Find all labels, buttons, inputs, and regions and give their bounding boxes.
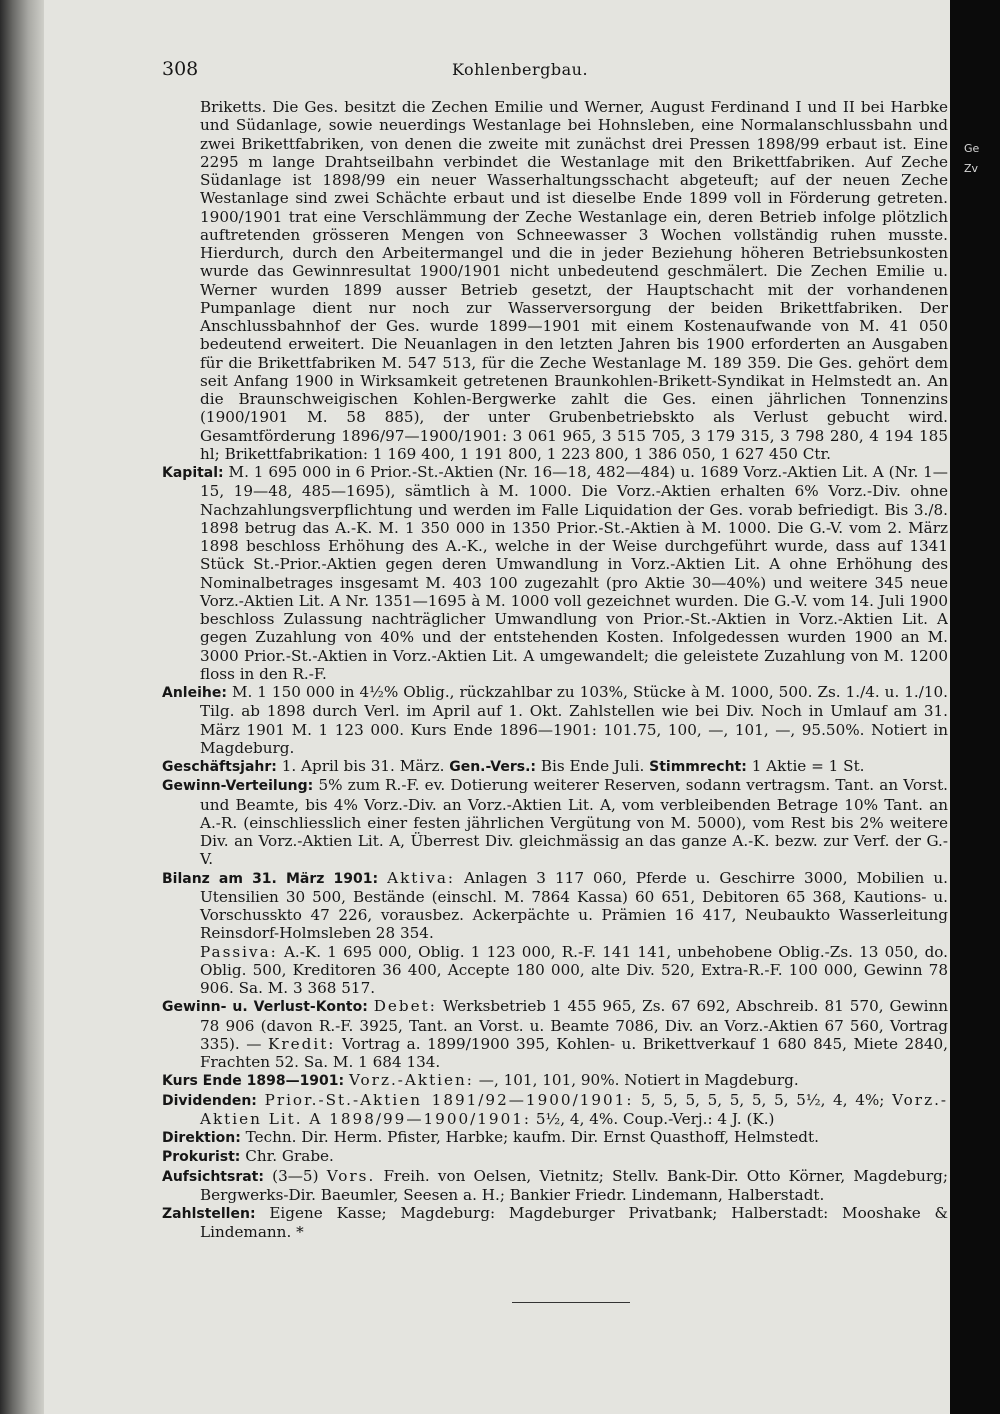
facing-page-fragment: Ge [964,142,980,155]
continuation-paragraph: Briketts. Die Ges. besitzt die Zechen Emilie und Werner, August Ferdinand I und II bei Harbke und Südanlage, sowie neuerdings Westanlage bei Hohnsleben, eine Normalanschlussbahn und zwei Brikettfabriken, von denen die zweite mit zunächst drei Pressen 1898/99 erbaut ist. Eine 2295 m lange Drahtseilbahn verbindet die Westanlage mit den Brikettfabriken. Auf Zeche Südanlage ist 1898/99 ein neuer Wasserhaltungsschacht abgeteuft; auf der neuen Zeche Westanlage sind zwei Schächte erbaut und ist dieselbe Ende 1899 voll in Förderung getreten. 1900/1901 trat eine Verschlämmung der Zeche Westanlage ein, deren Betrieb infolge plötzlich auftretenden grösseren Mengen von Schneewasser 3 Wochen vollständig ruhen musste. Hierdurch, durch den Arbeitermangel und die in jeder Beziehung höheren Betriebsunkosten wurde das Gewinnresultat 1900/1901 nicht unbedeutend geschmälert. Die Zechen Emilie u. Werner wurden 1899 ausser Betrieb gesetzt, der Hauptschacht mit der vorhandenen Pumpanlage dient nur noch zur Wasserversorgung der beiden Brikettfabriken. Der Anschlussbahnhof der Ges. wurde 1899—1901 mit einem Kostenaufwande von M. 41 050 bedeutend erweitert. Die Neuanlagen in den letzten Jahren bis 1900 erforderten an Ausgaben für die Brikettfabriken M. 547 513, für die Zeche Westanlage M. 189 359. Die Ges. gehört dem seit Anfang 1900 in Wirksamkeit getretenen Braunkohlen-Brikett-Syndikat in Helmstedt an. An die Braunschweigischen Kohlen-Bergwerke zahlt die Ges. einen jährlichen Tonnenzins (1900/1901 M. 58 885), der unter Grubenbetriebskto als Verlust gebucht wird. Gesamtförderung 1896/97—1900/1901: 3 061 965, 3 515 705, 3 179 315, 3 798 280, 4 194 185 hl; Brikettfabrikation: 1 169 400, 1 191 800, 1 223 800, 1 386 050, 1 627 450 Ctr. [200,98,948,463]
anleihe-label: Anleihe: [162,685,227,701]
aufsichtsrat-prefix: (3—5) [272,1166,319,1185]
kredit-label: Kredit: [268,1034,336,1053]
kurs-prefix: Vorz.-Aktien: [348,1071,474,1090]
facing-page-fragment: Zv [964,162,979,175]
gewinn-verteilung-label: Gewinn-Verteilung: [162,778,314,795]
passiva-label: Passiva: [200,942,278,961]
aufsichtsrat-vors: Vors. [326,1166,376,1185]
debet-text: Werksbetrieb 1 455 965, Zs. 67 692, Abschreib. 81 570, Gewinn 78 906 (davon R.-F. 3925, Tant. an Vorst. u. Beamte 7086, Div. an Vorz.-Aktien 67 560, Vortrag 335). — [200,997,948,1053]
stimmrecht-text: 1 Aktie = 1 St. [751,757,865,775]
zahlstellen-entry [162,1204,948,1242]
gewinn-verteilung-text: 5% zum R.-F. ev. Dotierung weiterer Reserven, sodann vertragsm. Tant. an Vorst. und Beamte, bis 4% Vorz.-Div. an Vorz.-Aktien Lit. A, vom verbleibenden Betrage 10% Tant. an A.-R. (einschliesslich einer festen jährlichen Vergütung von M. 5000), vom Rest bis 2% weitere Div. an Vorz.-Aktien Lit. A, Überrest Div. gleichmässig an das ganze A.-K. bezw. zur Verf. der G.-V. [200,776,948,869]
geschaeftsjahr-text: 1. April bis 31. März. [281,757,445,775]
page-body [162,98,948,1242]
dividenden-label: Dividenden: [162,1092,257,1109]
aufsichtsrat-entry [162,1167,948,1205]
stimmrecht-label: Stimmrecht: [649,759,747,775]
prokurist-entry [162,1147,948,1166]
kapital-entry [162,463,948,683]
aufsichtsrat-text: Freih. von Oelsen, Vietnitz; Stellv. Bank-Dir. Otto Körner, Magdeburg; Bergwerks-Dir. Baeumler, Seesen a. H.; Bankier Friedr. Lindemann, Halberstadt. [200,1166,948,1204]
anleihe-text: M. 1 150 000 in 4½% Oblig., rückzahlbar zu 103%, Stücke à M. 1000, 500. Zs. 1./4. u. 1./10. Tilg. ab 1898 durch Verl. im April auf 1. Okt. Zahlstellen wie bei Div. Noch in Umlauf am 31. März 1901 M. 1 123 000. Kurs Ende 1896—1901: 101.75, 100, —, 101, —, 95.50%. Notiert in Magdeburg. [200,683,948,757]
kurs-entry [162,1071,948,1090]
kapital-text: M. 1 695 000 in 6 Prior.-St.-Aktien (Nr. 16—18, 482—484) u. 1689 Vorz.-Aktien Lit. A (Nr. 1—15, 19—48, 485—1695), sämtlich à M. 1000. Die Vorz.-Aktien erhalten 6% Vorz.-Div. ohne Nachzahlungsverpflichtung und werden im Falle Liquidation der Ges. vorab befriedigt. Bis 3./8. 1898 betrug das A.-K. M. 1 350 000 in 1350 Prior.-St.-Aktien à M. 1000. Die G.-V. vom 2. März 1898 beschloss Erhöhung des A.-K., welche in der Weise durchgeführt wurde, dass auf 1341 Stück St.-Prior.-Aktien gegen deren Umwandlung in Vorz.-Aktien Lit. A ohne Erhöhung des Nominalbetrages insgesamt M. 403 100 zugezahlt (pro Aktie 30—40%) und weitere 345 neue Vorz.-Aktien Lit. A Nr. 1351—1695 à M. 1000 voll gezeichnet wurden. Die G.-V. vom 14. Juli 1900 beschloss Zulassung nachträglicher Umwandlung von Prior.-St.-Aktien in Vorz.-Aktien Lit. A gegen Zuzahlung von 40% und der entstehenden Kosten. Infolgedessen wurden 1900 an M. 3000 Prior.-St.-Aktien in Vorz.-Aktien Lit. A umgewandelt; die geleistete Zuzahlung von M. 1200 floss in den R.-F. [200,463,948,683]
facing-page-edge [950,0,1000,1414]
dividenden-text: 5, 5, 5, 5, 5, 5, 5, 5½, 4, 4%; [641,1090,885,1109]
passiva-entry [162,943,948,998]
gen-vers-text: Bis Ende Juli. [540,757,645,775]
gen-vers-label: Gen.-Vers.: [449,759,537,775]
prokurist-text: Chr. Grabe. [245,1147,334,1166]
direktion-text: Techn. Dir. Herm. Pfister, Harbke; kaufm. Dir. Ernst Quasthoff, Helmstedt. [245,1128,819,1146]
gewinn-verlust-entry [162,997,948,1071]
book-binding-shadow [0,0,44,1414]
dividenden-vorz-text: 5½, 4, 4%. Coup.-Verj.: 4 J. (K.) [535,1109,775,1128]
gewinn-verteilung-entry [162,776,948,868]
dividenden-prefix: Prior.-St.-Aktien 1891/92—1900/1901: [264,1090,634,1109]
direktion-label: Direktion: [162,1130,241,1146]
zahlstellen-label: Zahlstellen: [162,1206,256,1222]
debet-label: Debet: [373,997,437,1016]
kurs-label: Kurs Ende 1898—1901: [162,1073,345,1090]
dividenden-entry [162,1091,948,1129]
dividenden-vorz-prefix: Vorz.-Aktien Lit. A 1898/99—1900/1901: [200,1090,948,1128]
prokurist-label: Prokurist: [162,1149,241,1166]
anleihe-entry [162,683,948,757]
running-title: Kohlenbergbau. [451,60,589,79]
kredit-text: Vortrag a. 1899/1900 395, Kohlen- u. Brikettverkauf 1 680 845, Miete 2840, Frachten 52. Sa. M. 1 684 134. [200,1034,948,1071]
aktiva-label: Aktiva: [387,868,456,887]
kurs-text: —, 101, 101, 90%. Notiert in Magdeburg. [478,1071,799,1090]
zahlstellen-text: Eigene Kasse; Magdeburg: Magdeburger Privatbank; Halberstadt: Mooshake & Lindemann. * [200,1204,948,1242]
kapital-label: Kapital: [162,465,224,481]
gewinn-verlust-label: Gewinn- u. Verlust-Konto: [162,999,368,1016]
aktiva-text: Anlagen 3 117 060, Pferde u. Geschirre 3000, Mobilien u. Utensilien 30 500, Bestände (einschl. M. 7864 Kassa) 60 651, Debitoren 65 368, Kautions- u. Vorschusskto 47 226, vorausbez. Ackerpächte u. Prämien 16 417, Neubaukto Wasserleitung Reinsdorf-Holmsleben 28 354. [200,868,948,943]
bilanz-label: Bilanz am 31. März 1901: [162,870,379,887]
end-rule [512,1302,630,1303]
direktion-entry [162,1128,948,1147]
aufsichtsrat-label: Aufsichtsrat: [162,1168,264,1185]
page-number: 308 [162,58,199,80]
passiva-text: A.-K. 1 695 000, Oblig. 1 123 000, R.-F. 141 141, unbehobene Oblig.-Zs. 13 050, do. Oblig. 500, Kreditoren 36 400, Accepte 180 000, alte Div. 520, Extra-R.-F. 100 000, Gewinn 78 906. Sa. M. 3 368 517. [200,942,948,997]
bilanz-entry [162,869,948,943]
geschaeftsjahr-entry [162,757,948,776]
geschaeftsjahr-label: Geschäftsjahr: [162,759,277,775]
